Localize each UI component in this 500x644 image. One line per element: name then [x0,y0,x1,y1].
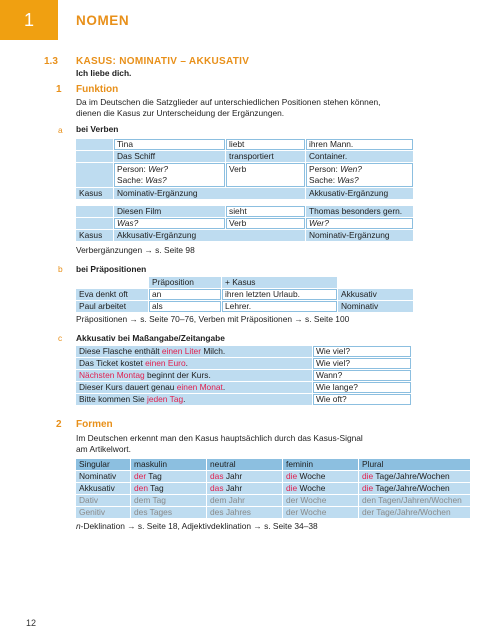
table-cell: Akkusativ [338,289,413,300]
table-cell: Dieser Kurs dauert genau einen Monat. [76,382,312,393]
table-cell: der Woche [283,495,358,506]
table-cell: Wie oft? [313,394,411,405]
table-cell: Präposition [149,277,221,288]
table-cell [76,206,113,217]
table-cell: Bitte kommen Sie jeden Tag. [76,394,312,405]
table-cell: als [149,301,221,312]
table-cell: Verb [226,163,305,187]
table-cell: die Tage/Jahre/Wochen [359,483,470,494]
table-cell: der Woche [283,507,358,518]
verb-table-2 [76,206,413,241]
table-cell: Person: Wer? Sache: Was? [114,163,225,187]
table-cell: + Kasus [222,277,337,288]
table-cell: Wie viel? [313,346,411,357]
table-cell: ihren Mann. [306,139,413,150]
table-cell: Wer? [306,218,413,229]
table-cell: Nächsten Montag beginnt der Kurs. [76,370,312,381]
formen-title: Formen [76,419,113,430]
table-header-cell: Singular [76,459,130,470]
declension-table [76,459,470,518]
table-cell: Eva denkt oft [76,289,148,300]
table-cell [76,151,113,162]
page-number: 12 [26,618,37,628]
table-header-cell: neutral [207,459,282,470]
part-b-title: bei Präpositionen [76,264,147,274]
table-header-cell: maskulin [131,459,206,470]
table-cell: transportiert [226,151,305,162]
part-a-letter: a [58,125,63,135]
table-cell: dem Tag [131,495,206,506]
table-cell: Nominativ-Ergänzung [306,230,413,241]
table-cell [76,277,148,288]
funktion-number: 1 [56,84,62,95]
chapter-number-box [0,0,58,40]
table-cell: die Tage/Jahre/Wochen [359,471,470,482]
chapter-title: NOMEN [76,13,130,28]
formen-text-line-2: am Artikelwort. [76,444,131,454]
table-cell: Wann? [313,370,411,381]
part-c-letter: c [58,333,63,343]
table-cell: Was? [114,218,225,229]
section-title: KASUS: NOMINATIV – AKKUSATIV [76,56,250,67]
table-cell: liebt [226,139,305,150]
table-cell: Akkusativ-Ergänzung [114,230,305,241]
part-a-title: bei Verben [76,124,119,134]
table-cell: Nominativ [76,471,130,482]
table-cell: Nominativ [338,301,413,312]
table-cell: Diesen Film [114,206,225,217]
part-c-title: Akkusativ bei Maßangabe/Zeitangabe [76,333,225,343]
table-header-cell: feminin [283,459,358,470]
table-cell: Genitiv [76,507,130,518]
table-cell: das Jahr [207,483,282,494]
table-cell: Lehrer. [222,301,337,312]
table-cell: Paul arbeitet [76,301,148,312]
table-cell: Diese Flasche enthält einen Liter Milch. [76,346,312,357]
table-cell: Kasus [76,230,113,241]
table-cell: Verb [226,218,305,229]
table-cell: Thomas besonders gern. [306,206,413,217]
part-a-note: Verbergänzungen → s. Seite 98 [76,245,195,255]
table-cell: Tina [114,139,225,150]
table-cell: der Tag [131,471,206,482]
table-cell: Nominativ-Ergänzung [114,188,305,199]
formen-note: n-Deklination → s. Seite 18, Adjektivdeklination → s. Seite 34–38 [76,521,318,531]
table-cell: die Woche [283,483,358,494]
table-cell: Wie viel? [313,358,411,369]
chapter-number: 1 [23,9,34,30]
table-cell: den Tag [131,483,206,494]
table-cell: sieht [226,206,305,217]
section-number: 1.3 [44,56,58,67]
formen-text-line-1: Im Deutschen erkennt man den Kasus hauptsächlich durch das Kasus-Signal [76,433,363,443]
table-cell [76,163,113,187]
table-cell: Person: Wen? Sache: Was? [306,163,413,187]
table-cell: des Tages [131,507,206,518]
table-cell: Dativ [76,495,130,506]
funktion-text-line-2: dienen die Kasus zur Unterscheidung der Ergänzungen. [76,108,285,118]
table-cell: den Tagen/Jahren/Wochen [359,495,470,506]
table-cell [76,139,113,150]
measure-time-table [76,346,411,405]
table-cell: Wie lange? [313,382,411,393]
table-header-cell: Plural [359,459,470,470]
part-b-letter: b [58,264,63,274]
table-cell [338,277,413,288]
table-cell: ihren letzten Urlaub. [222,289,337,300]
table-cell: Container. [306,151,413,162]
section-example: Ich liebe dich. [76,68,132,78]
table-cell: dem Jahr [207,495,282,506]
formen-number: 2 [56,419,62,430]
preposition-table [76,277,413,312]
table-cell: Kasus [76,188,113,199]
table-cell: der Tage/Jahre/Wochen [359,507,470,518]
table-cell: Das Ticket kostet einen Euro. [76,358,312,369]
table-cell: des Jahres [207,507,282,518]
table-cell: Das Schiff [114,151,225,162]
table-cell: Akkusativ-Ergänzung [306,188,413,199]
table-cell: Akkusativ [76,483,130,494]
table-cell: das Jahr [207,471,282,482]
table-cell: die Woche [283,471,358,482]
part-b-note: Präpositionen → s. Seite 70–76, Verben mit Präpositionen → s. Seite 100 [76,314,350,324]
table-cell: an [149,289,221,300]
verb-table-1 [76,139,413,199]
funktion-text-line-1: Da im Deutschen die Satzglieder auf unterschiedlichen Positionen stehen können, [76,97,381,107]
table-cell [76,218,113,229]
funktion-title: Funktion [76,84,119,95]
